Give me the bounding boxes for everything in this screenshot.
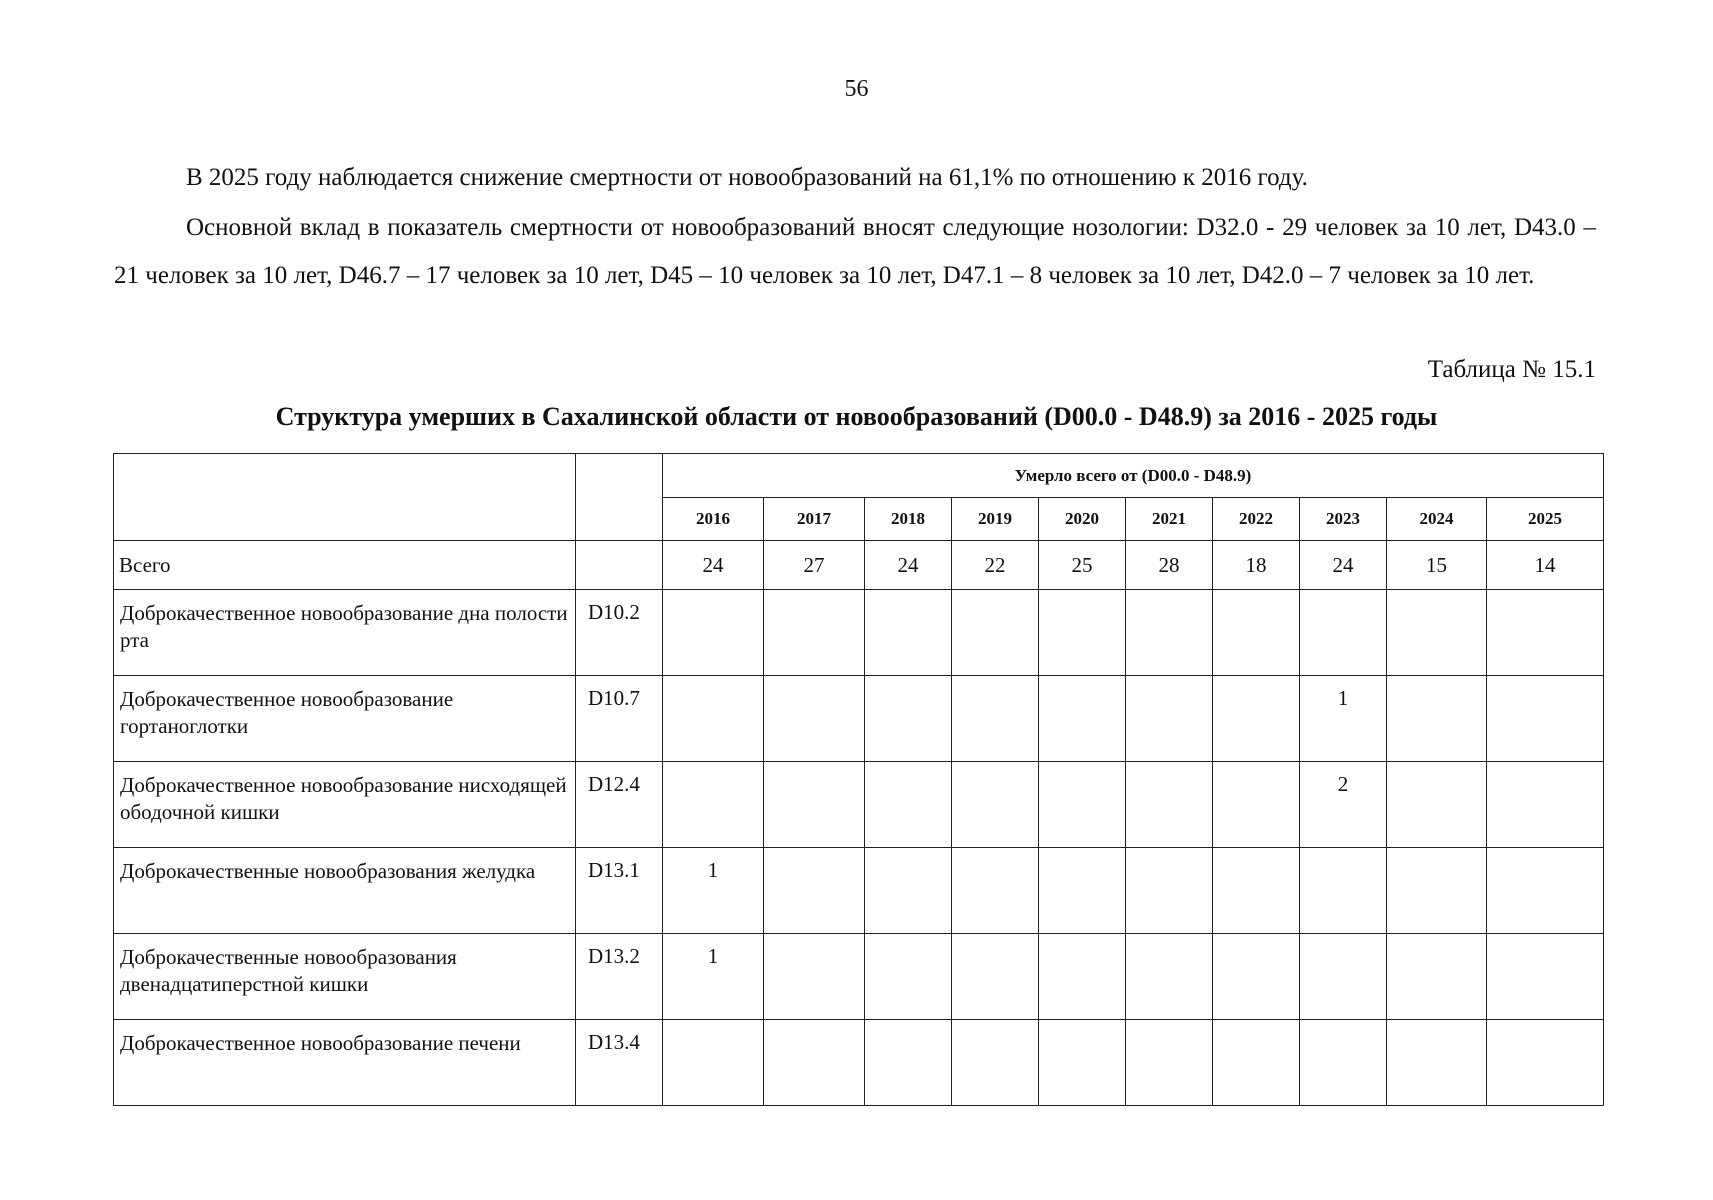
- row-value: [1039, 848, 1126, 934]
- row-value: [865, 1020, 952, 1106]
- intro-paragraph: В 2025 году наблюдается снижение смертности от новообразований на 61,1% по отношению к 2016 году.: [186, 164, 1308, 191]
- total-value: 28: [1126, 541, 1213, 590]
- row-value: [865, 676, 952, 762]
- row-value: [663, 1020, 764, 1106]
- row-name: Доброкачественное новообразование печени: [114, 1020, 576, 1106]
- contribution-paragraph: Основной вклад в показатель смертности от новообразований вносят следующие нозологии: D32.0 - 29 человек за 10 лет, D43.0 – 21 человек за 10 лет, D46.7 – 17 человек за 10 лет, D45 – 10 человек за 10 лет, D47.1 – 8 человек за 10 лет, D42.0 – 7 человек за 10 лет.: [114, 214, 1596, 289]
- row-value: [1387, 848, 1487, 934]
- row-value: [865, 762, 952, 848]
- total-value: 27: [764, 541, 865, 590]
- row-value: 2: [1300, 762, 1387, 848]
- row-value: [1387, 762, 1487, 848]
- year-header: 2021: [1126, 498, 1213, 541]
- row-value: [1487, 1020, 1604, 1106]
- table-row: [114, 1020, 1604, 1106]
- row-value: [952, 1020, 1039, 1106]
- row-value: [663, 590, 764, 676]
- row-value: [663, 676, 764, 762]
- row-name: Доброкачественные новообразования двенадцатиперстной кишки: [114, 934, 576, 1020]
- row-value: [1387, 590, 1487, 676]
- row-value: [1300, 848, 1387, 934]
- table-title: Структура умерших в Сахалинской области от новообразований (D00.0 - D48.9) за 2016 - 2025 годы: [275, 402, 1438, 431]
- row-name: Доброкачественное новообразование нисходящей ободочной кишки: [114, 762, 576, 848]
- row-name: Доброкачественное новообразование гортаноглотки: [114, 676, 576, 762]
- row-value: [1039, 590, 1126, 676]
- row-value: [1039, 762, 1126, 848]
- total-row: [114, 541, 1604, 590]
- table-number: Таблица № 15.1: [1427, 356, 1596, 383]
- row-value: [764, 934, 865, 1020]
- row-value: [1487, 762, 1604, 848]
- row-value: [1487, 676, 1604, 762]
- total-value: 24: [663, 541, 764, 590]
- year-header: 2020: [1039, 498, 1126, 541]
- row-value: [952, 676, 1039, 762]
- total-label: Всего: [114, 541, 576, 590]
- total-value: 22: [952, 541, 1039, 590]
- row-value: [1039, 934, 1126, 1020]
- total-value: 24: [1300, 541, 1387, 590]
- total-value: 15: [1387, 541, 1487, 590]
- row-code: D12.4: [576, 762, 663, 848]
- group-header: Умерло всего от (D00.0 - D48.9): [663, 454, 1604, 498]
- row-value: [1126, 934, 1213, 1020]
- row-value: 1: [663, 848, 764, 934]
- row-value: [1039, 676, 1126, 762]
- row-value: [1213, 848, 1300, 934]
- row-value: 1: [1300, 676, 1387, 762]
- total-value: 24: [865, 541, 952, 590]
- table-row: [114, 934, 1604, 1020]
- row-value: [1126, 590, 1213, 676]
- row-value: [1487, 934, 1604, 1020]
- row-code: D10.7: [576, 676, 663, 762]
- row-code: D13.4: [576, 1020, 663, 1106]
- row-name: Доброкачественное новообразование дна полости рта: [114, 590, 576, 676]
- row-value: [1213, 1020, 1300, 1106]
- row-code: D10.2: [576, 590, 663, 676]
- row-value: [865, 590, 952, 676]
- row-value: [1487, 590, 1604, 676]
- header-empty-name: [114, 454, 576, 541]
- row-value: [1126, 848, 1213, 934]
- row-value: [1213, 590, 1300, 676]
- row-value: [1126, 762, 1213, 848]
- table-row: [114, 762, 1604, 848]
- row-value: [764, 676, 865, 762]
- total-code-empty: [576, 541, 663, 590]
- table-row: [114, 676, 1604, 762]
- row-value: [1213, 762, 1300, 848]
- row-value: [1300, 590, 1387, 676]
- row-value: [1300, 1020, 1387, 1106]
- table-row: [114, 590, 1604, 676]
- total-value: 14: [1487, 541, 1604, 590]
- row-value: [952, 848, 1039, 934]
- row-value: [952, 762, 1039, 848]
- row-value: [952, 590, 1039, 676]
- total-value: 18: [1213, 541, 1300, 590]
- mortality-table: [113, 453, 1604, 1106]
- row-code: D13.1: [576, 848, 663, 934]
- table-row: [114, 848, 1604, 934]
- row-value: [764, 848, 865, 934]
- row-value: [764, 590, 865, 676]
- year-header: 2025: [1487, 498, 1604, 541]
- row-value: [1387, 934, 1487, 1020]
- page-number: 56: [844, 76, 869, 102]
- row-value: [1487, 848, 1604, 934]
- row-value: [952, 934, 1039, 1020]
- total-value: 25: [1039, 541, 1126, 590]
- year-header: 2024: [1387, 498, 1487, 541]
- row-value: [1300, 934, 1387, 1020]
- row-value: [865, 848, 952, 934]
- row-value: [1126, 676, 1213, 762]
- year-header: 2022: [1213, 498, 1300, 541]
- row-name: Доброкачественные новообразования желудка: [114, 848, 576, 934]
- row-code: D13.2: [576, 934, 663, 1020]
- year-header: 2023: [1300, 498, 1387, 541]
- year-header: 2018: [865, 498, 952, 541]
- row-value: 1: [663, 934, 764, 1020]
- row-value: [1126, 1020, 1213, 1106]
- row-value: [1387, 676, 1487, 762]
- row-value: [1213, 934, 1300, 1020]
- row-value: [764, 1020, 865, 1106]
- header-empty-code: [576, 454, 663, 541]
- row-value: [663, 762, 764, 848]
- row-value: [1039, 1020, 1126, 1106]
- row-value: [865, 934, 952, 1020]
- year-header: 2017: [764, 498, 865, 541]
- year-header: 2016: [663, 498, 764, 541]
- row-value: [764, 762, 865, 848]
- row-value: [1213, 676, 1300, 762]
- year-header: 2019: [952, 498, 1039, 541]
- row-value: [1387, 1020, 1487, 1106]
